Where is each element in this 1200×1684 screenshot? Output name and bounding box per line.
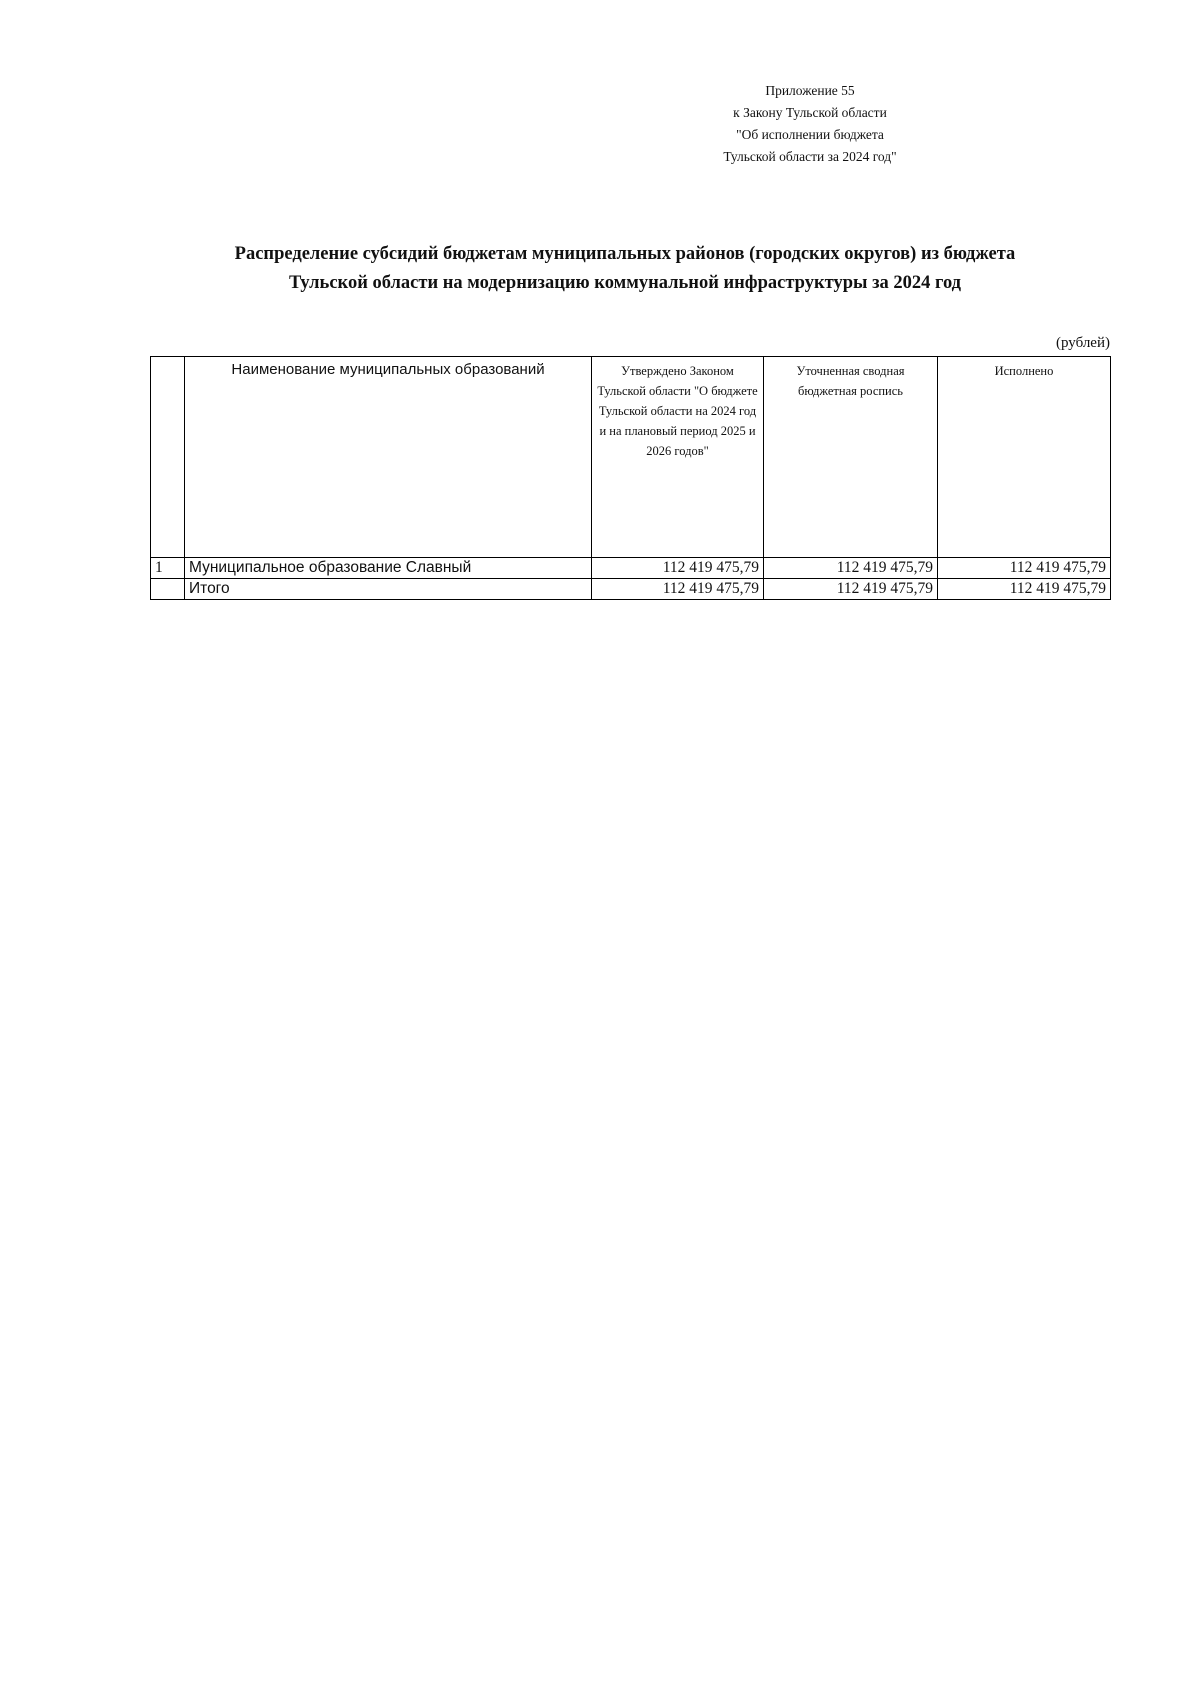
document-title-line-2: Тульской области на модернизацию коммунальной инфраструктуры за 2024 год [288, 273, 962, 293]
document-title [150, 240, 1100, 298]
table-row [151, 558, 1111, 579]
row-executed: 112 419 475,79 [938, 558, 1111, 579]
header-refined: Уточненная сводная бюджетная роспись [764, 357, 938, 558]
units-label: (рублей) [1055, 335, 1110, 351]
row-refined: 112 419 475,79 [764, 558, 938, 579]
header-executed: Исполнено [938, 357, 1111, 558]
appendix-line-3: "Об исполнении бюджета [736, 127, 884, 142]
subsidy-table [150, 356, 1111, 600]
total-num [151, 579, 185, 600]
row-approved: 112 419 475,79 [592, 558, 764, 579]
document-title-line-1: Распределение субсидий бюджетам муниципальных районов (городских округов) из бюджета [234, 244, 1016, 264]
total-name: Итого [185, 579, 592, 600]
header-approved: Утверждено Законом Тульской области "О бюджете Тульской области на 2024 год и на плановый период 2025 и 2026 годов" [592, 357, 764, 558]
total-executed: 112 419 475,79 [938, 579, 1111, 600]
appendix-line-2: к Закону Тульской области [733, 105, 887, 120]
table-total-row [151, 579, 1111, 600]
header-name: Наименование муниципальных образований [185, 357, 592, 558]
header-num [151, 357, 185, 558]
total-approved: 112 419 475,79 [592, 579, 764, 600]
appendix-line-4: Тульской области за 2024 год" [723, 149, 897, 164]
appendix-block [690, 80, 930, 168]
row-name: Муниципальное образование Славный [185, 558, 592, 579]
row-num: 1 [151, 558, 185, 579]
total-refined: 112 419 475,79 [764, 579, 938, 600]
table-header-row [151, 357, 1111, 558]
appendix-line-1: Приложение 55 [765, 83, 855, 98]
